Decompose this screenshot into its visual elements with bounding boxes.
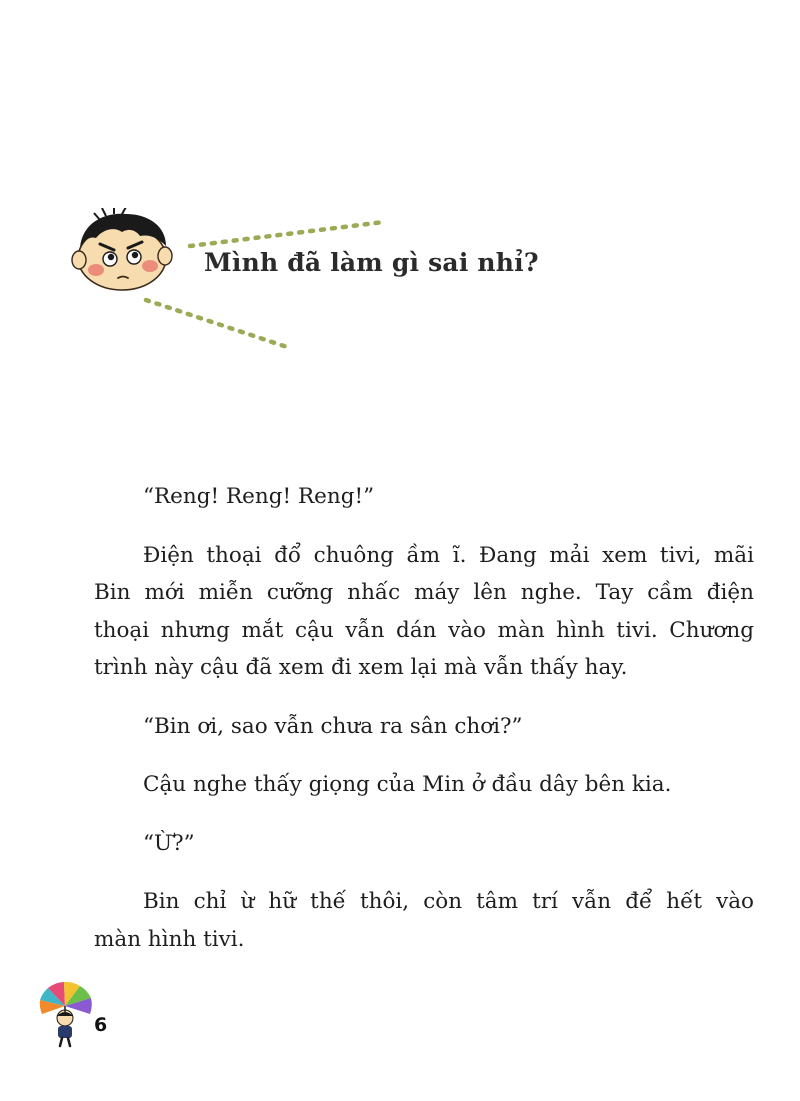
paragraph (94, 708, 754, 746)
paragraph (94, 883, 754, 958)
text-line: “Bin ơi, sao vẫn chưa ra sân chơi?” (143, 713, 523, 739)
umbrella-kid-icon (36, 982, 94, 1048)
text-line: “Reng! Reng! Reng!” (143, 484, 375, 509)
paragraph (94, 825, 754, 863)
paragraph (94, 478, 754, 516)
boy-face-icon (66, 208, 178, 294)
dotted-speech-lines (0, 0, 800, 400)
page-number: 6 (94, 1014, 108, 1036)
text-line: Cậu nghe thấy giọng của Min ở đầu dây bên kia. (143, 772, 672, 797)
text-line: trình này cậu đã xem đi xem lại mà vẫn thấy hay. (94, 655, 628, 680)
text-line: Bin mới miễn cưỡng nhấc máy lên nghe. Tay cầm điện (94, 580, 754, 605)
chapter-title: Mình đã làm gì sai nhỉ? (204, 248, 539, 277)
paragraph (94, 537, 754, 687)
text-line: “Ừ?” (143, 830, 195, 856)
text-line: Điện thoại đổ chuông ầm ĩ. Đang mải xem tivi, mãi (143, 542, 754, 568)
text-line: thoại nhưng mắt cậu vẫn dán vào màn hình tivi. Chương (94, 617, 754, 643)
paragraph (94, 766, 754, 804)
text-line: Bin chỉ ừ hữ thế thôi, còn tâm trí vẫn để hết vào (143, 889, 754, 914)
story-text (94, 478, 754, 979)
text-line: màn hình tivi. (94, 926, 245, 952)
